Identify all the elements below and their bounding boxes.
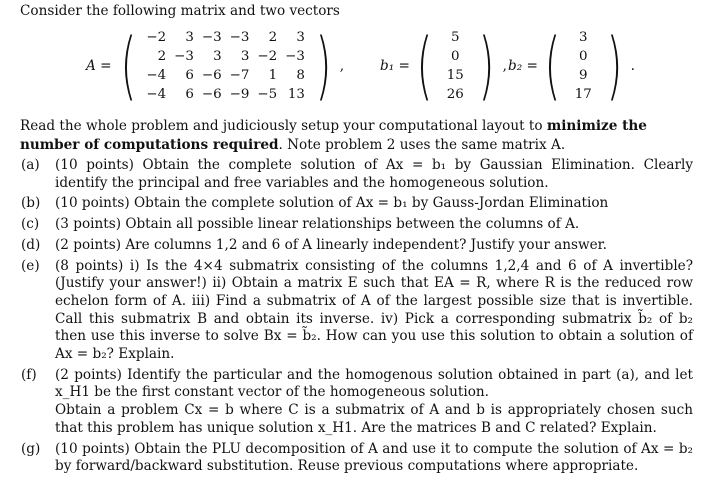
part-text-line: (2 points) Identify the particular and the homogenous solution obtained in part (a), and let x_H1 be the first constant vector of the homogeneous solution. <box>55 366 693 401</box>
part-text-line: (10 points) Obtain the complete solution of Ax = b₁ by Gauss-Jordan Elimination <box>55 195 609 212</box>
instructions-post: . Note problem 2 uses the same matrix A. <box>278 137 566 153</box>
vector-cell: 26 <box>446 87 464 102</box>
matrix-cell: −3 <box>229 30 250 45</box>
matrix-cell: −7 <box>229 68 250 83</box>
vector-row <box>567 28 600 47</box>
vector-row <box>439 47 472 66</box>
matrix-cell: −4 <box>146 68 167 83</box>
part-label: (c) <box>21 216 40 233</box>
part-label: (d) <box>21 236 41 253</box>
part-text-line: (2 points) Are columns 1,2 and 6 of A linearly independent? Justify your answer. <box>55 236 607 253</box>
vector-row <box>439 66 472 85</box>
part-text <box>55 258 693 364</box>
instructions <box>20 117 700 155</box>
right-paren: ) <box>315 23 332 109</box>
vector-cell: 5 <box>451 30 460 45</box>
matrix-cell: −9 <box>229 87 250 102</box>
part-text <box>55 367 693 438</box>
problem-part <box>21 258 693 364</box>
matrix-row <box>142 47 309 66</box>
problem-parts <box>21 157 693 479</box>
matrix-row <box>142 28 309 47</box>
period: . <box>630 58 635 74</box>
intro-text: Consider the following matrix and two vectors <box>20 3 340 19</box>
vector-b1-table <box>439 28 472 104</box>
vector-b1 <box>380 23 507 109</box>
vector-row <box>439 85 472 104</box>
matrix-cell: 13 <box>287 87 305 102</box>
problem-part <box>21 441 693 476</box>
matrix-cell: 3 <box>296 30 305 45</box>
vector-b2-table <box>567 28 600 104</box>
part-text <box>55 237 693 255</box>
matrix-cell: 3 <box>213 49 222 64</box>
part-text-line: Obtain a problem Cx = b where C is a submatrix of A and b is appropriately chosen such that this problem has unique solution x_H1. Are the matrices B and C related? Explain. <box>55 402 693 436</box>
matrix-cell: −6 <box>201 68 222 83</box>
matrix-a-label: A = <box>86 58 112 74</box>
vector-cell: 15 <box>446 68 464 83</box>
matrix-cell: 2 <box>268 30 278 45</box>
part-text-line: (10 points) Obtain the PLU decomposition of A and use it to compute the solution of Ax = b₂ by forward/backward substitution. Reuse previous computations where appropriate. <box>55 440 693 475</box>
matrix-cell: −3 <box>174 49 194 64</box>
vector-cell: 3 <box>579 30 588 45</box>
comma: , <box>339 58 345 74</box>
instructions-bold: minimize the number of computations required <box>20 118 647 153</box>
right-paren: ) <box>606 23 623 109</box>
matrix-cell: −4 <box>146 87 167 102</box>
part-label: (f) <box>21 366 37 383</box>
matrix-row <box>142 66 309 85</box>
vector-cell: 9 <box>579 68 588 83</box>
part-text-line: (8 points) i) Is the 4×4 submatrix consisting of the columns 1,2,4 and 6 of A invertible? (Justify your answer!) ii) Obtain a matrix E such that EA = R, where R is the reduced row echelon form of A. iii) Find a submatrix of A of the largest possible size that is invertible. Call this submatrix B and obtain its inverse. iv) Pick a corresponding submatrix b̃₂ of b₂ then use this inverse to solve Bx = b̃₂. How can you use this solution to obtain a solution of Ax = b₂? Explain. <box>55 257 693 363</box>
matrix-cell: 6 <box>185 68 194 83</box>
matrix-cell: −5 <box>257 87 278 102</box>
left-paren: ( <box>120 23 136 109</box>
matrix-cell: 3 <box>240 49 250 64</box>
part-text <box>55 216 693 234</box>
left-paren: ( <box>416 23 433 109</box>
vector-row <box>567 47 600 66</box>
matrix-cell: −6 <box>201 87 222 102</box>
matrix-cell: 6 <box>185 87 194 102</box>
matrix-cell: 2 <box>157 49 167 64</box>
part-text <box>55 195 693 213</box>
matrix-cell: −3 <box>285 49 305 64</box>
part-text <box>55 157 693 192</box>
vector-row <box>439 28 472 47</box>
matrix-cell: −2 <box>257 49 278 64</box>
vector-cell: 0 <box>579 49 588 64</box>
problem-part <box>21 237 693 255</box>
vector-b1-label: b₁ = <box>380 58 410 74</box>
problem-part <box>21 195 693 213</box>
part-text-line: (10 points) Obtain the complete solution of Ax = b₁ by Gaussian Elimination. Clearly identify the principal and free variables and the homogeneous solution. <box>55 157 693 191</box>
problem-part <box>21 157 693 192</box>
matrix-row <box>142 85 309 104</box>
part-label: (b) <box>21 195 41 212</box>
comma: , <box>502 58 507 74</box>
vector-b2-label: b₂ = <box>508 58 538 74</box>
vector-cell: 17 <box>574 87 592 102</box>
part-label: (g) <box>21 440 41 457</box>
vector-row <box>567 85 600 104</box>
matrix-cell: 3 <box>185 30 194 45</box>
problem-part <box>21 367 693 438</box>
matrix-cell: 1 <box>268 68 278 83</box>
vector-cell: 0 <box>451 49 460 64</box>
matrix-cell: −3 <box>201 30 222 45</box>
matrix-cell: 8 <box>296 68 305 83</box>
vector-row <box>567 66 600 85</box>
instructions-pre: Read the whole problem and judiciously setup your computational layout to <box>20 118 547 134</box>
matrix-a <box>86 23 345 109</box>
part-text <box>55 441 693 476</box>
part-label: (a) <box>21 157 40 173</box>
part-label: (e) <box>21 257 40 274</box>
right-paren: ) <box>478 23 495 109</box>
left-paren: ( <box>544 23 561 109</box>
matrix-cell: −2 <box>146 30 167 45</box>
part-text-line: (3 points) Obtain all possible linear relationships between the columns of A. <box>55 216 580 233</box>
matrix-a-table <box>142 28 309 104</box>
problem-part <box>21 216 693 234</box>
vector-b2 <box>508 23 635 109</box>
